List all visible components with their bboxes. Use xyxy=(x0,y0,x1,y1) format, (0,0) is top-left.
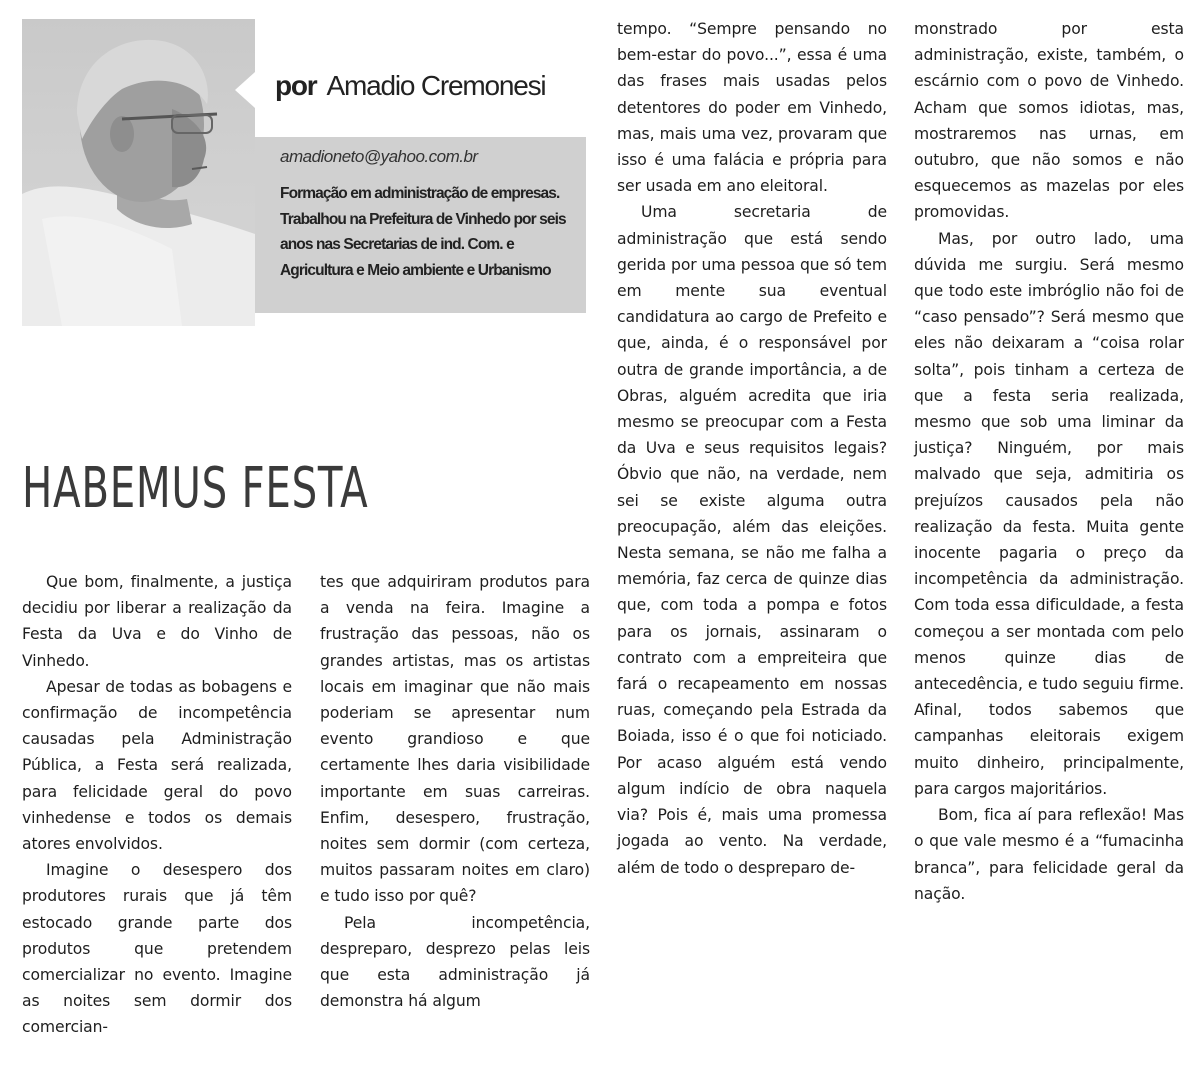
byline-notch xyxy=(235,72,255,108)
paragraph: Imagine o desespero dos produtores rurais que já têm estocado grande parte dos produtos que pretendem comercializar no evento. Imagine as noites sem dormir dos comercian- xyxy=(22,861,292,1037)
paragraph: Apesar de todas as bobagens e confirmação de incompetência causadas pela Administração Pública, a Festa será realizada, para felicidade geral do povo vinhedense e todos os demais atores envolvidos. xyxy=(22,677,292,854)
paragraph: Que bom, finalmente, a justiça decidiu por liberar a realização da Festa da Uva e do Vinho de Vinhedo. xyxy=(22,573,292,670)
paragraph: Uma secretaria de administração que está sendo gerida por uma pessoa que só tem em mente sua eventual candidatura ao cargo de Prefeito e que, ainda, é o responsável por outra de grande importância, a de Obras, alguém acredita que iria mesmo se preocupar com a Festa da Uva e seus requisitos legais? Óbvio que não, na verdade, nem sei se existe alguma outra preocupação, além das eleições. Nesta semana, se não me falha a memória, faz cerca de quinze dias que, com toda a pompa e fotos para os jornais, assinaram o contrato com a empreiteira que fará o recapeamento em nossas ruas, começando pela Estrada da Boiada, isso é o que foi noticiado. Por acaso alguém está vendo algum indício de obra naquela via? Pois é, mais uma promessa jogada ao vento. Na verdade, além de todo o despreparo de- xyxy=(617,203,887,877)
byline-prefix: por xyxy=(275,70,317,101)
author-portrait-illustration xyxy=(22,19,255,326)
article-column-1 xyxy=(22,569,292,1041)
article-column-3 xyxy=(617,16,887,881)
paragraph: tes que adquiriram produtos para a venda na feira. Imagine a frustração das pessoas, não os grandes artistas, mas os artistas locais em imaginar que não mais poderiam se apresentar num evento grandioso e que certamente lhes daria visibilidade importante em suas carreiras. Enfim, desespero, frustração, noites sem dormir (com certeza, muitos passaram noites em claro) e tudo isso por quê? xyxy=(320,573,590,906)
author-byline xyxy=(275,70,545,102)
author-name: Amadio Cremonesi xyxy=(326,70,546,101)
author-bio: Formação em administração de empresas. Trabalhou na Prefeitura de Vinhedo por seis anos nas Secretarias de ind. Com. e Agricultura e Meio ambiente e Urbanismo xyxy=(280,185,566,279)
article-column-4 xyxy=(914,16,1184,907)
paragraph: Pela incompetência, despreparo, desprezo pelas leis que esta administração já demonstra há algum xyxy=(320,913,590,1011)
paragraph: monstrado por esta administração, existe, também, o escárnio com o povo de Vinhedo. Acham que somos idiotas, mas, mostraremos nas urnas, em outubro, que não somos e não esquecemos as mazelas por eles promovidas. xyxy=(914,20,1184,222)
author-email[interactable]: amadioneto@yahoo.com.br xyxy=(280,147,478,166)
paragraph: Bom, fica aí para reflexão! Mas o que vale mesmo é a “fumacinha branca”, para felicidade geral da nação. xyxy=(914,806,1184,903)
article-column-2 xyxy=(320,569,590,1014)
author-photo xyxy=(22,19,255,326)
paragraph: Mas, por outro lado, uma dúvida me surgiu. Será mesmo que todo este imbróglio não foi de “caso pensado”? Será mesmo que eles não deixaram a “coisa rolar solta”, pois tinham a certeza de que a festa seria realizada, mesmo que sob uma liminar da justiça? Ninguém, por mais malvado que seja, admitiria os prejuízos causados pela não realização da festa. Muita gente inocente pagaria o preço da incompetência da administração. Com toda essa dificuldade, a festa começou a ser montada com pelo menos quinze dias de antecedência, e tudo seguiu firme. Afinal, todos sabemos que campanhas eleitorais exigem muito dinheiro, principalmente, para cargos majoritários. xyxy=(914,229,1184,798)
paragraph: tempo. “Sempre pensando no bem-estar do povo...”, essa é uma das frases mais usadas pelos detentores do poder em Vinhedo, mas, mais uma vez, provaram que isso é uma falácia e própria para ser usada em ano eleitoral. xyxy=(617,20,887,196)
author-bio-box xyxy=(255,137,586,313)
article-title: HABEMUS FESTA xyxy=(22,455,369,521)
